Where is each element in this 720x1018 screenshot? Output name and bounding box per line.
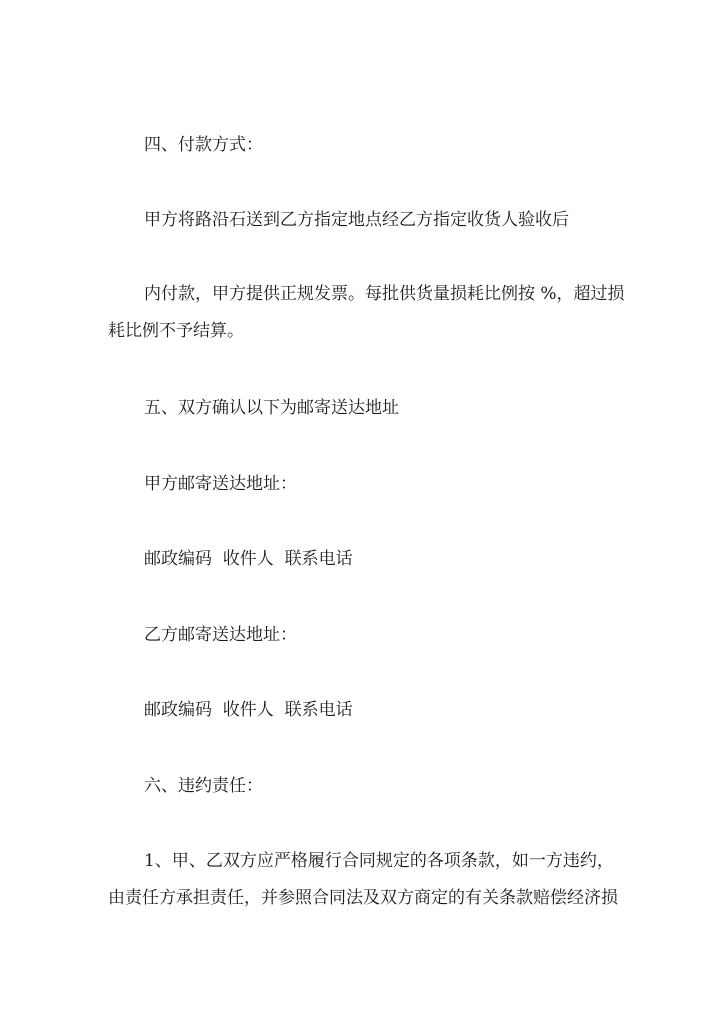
party-a-address-label: 甲方邮寄送达地址： — [144, 474, 297, 494]
paragraph-liability-clause: 1、甲、乙双方应严格履行合同规定的各项条款，如一方违约，由责任方承担责任，并参照合同法及双方商定的有关条款赔偿经济损 — [108, 851, 618, 908]
party-a-contact-fields: 邮政编码 收件人 联系电话 — [144, 549, 353, 569]
paragraph-payment-terms: 内付款，甲方提供正规发票。每批供货量损耗比例按 %，超过损耗比例不予结算。 — [108, 284, 625, 341]
party-b-address-label: 乙方邮寄送达地址： — [144, 625, 297, 645]
section-heading-liability: 六、违约责任： — [144, 776, 263, 796]
party-b-contact-fields: 邮政编码 收件人 联系电话 — [144, 700, 353, 720]
paragraph-delivery: 甲方将路沿石送到乙方指定地点经乙方指定收货人验收后 — [144, 210, 569, 230]
section-heading-address: 五、双方确认以下为邮寄送达地址 — [144, 398, 399, 418]
section-heading-payment: 四、付款方式： — [144, 135, 263, 155]
